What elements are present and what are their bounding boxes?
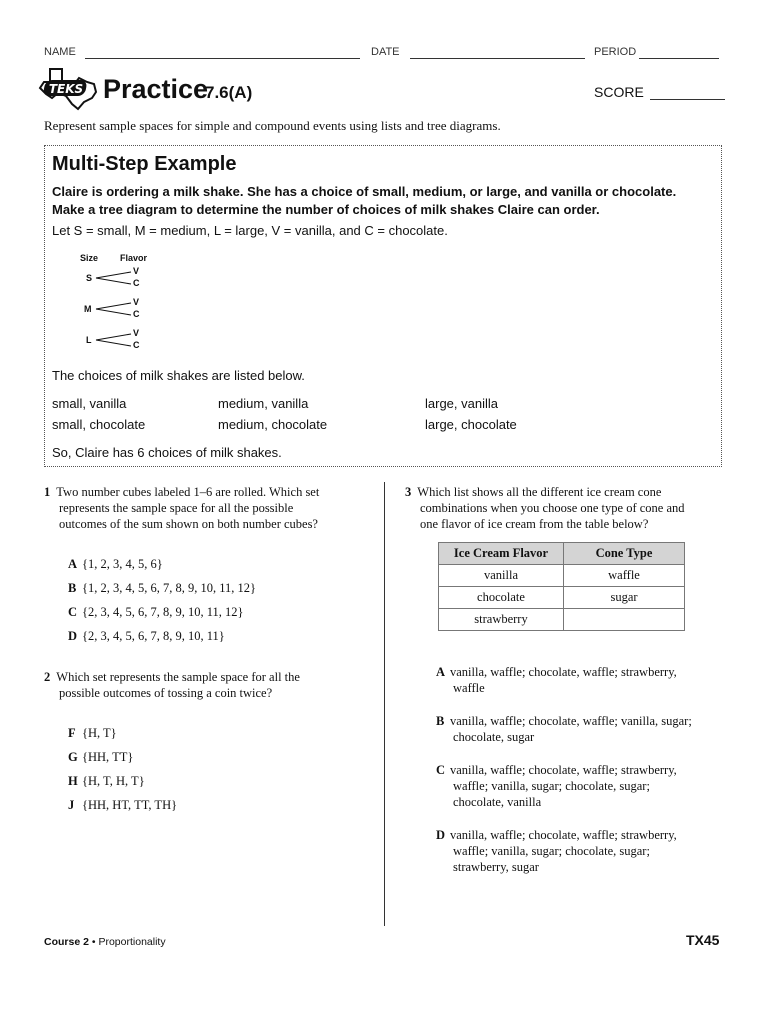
- score-label: SCORE: [594, 84, 644, 100]
- option-letter: D: [68, 629, 78, 643]
- table-cell: vanilla: [439, 565, 564, 587]
- tree-flavor-v: V: [133, 266, 140, 276]
- table-header: Ice Cream Flavor: [439, 543, 564, 565]
- table-cell: waffle: [564, 565, 685, 587]
- teks-logo-text: TEKS: [48, 82, 84, 96]
- option-text: vanilla, waffle; chocolate, waffle; strawberry,: [450, 665, 677, 679]
- table-row: [439, 587, 685, 609]
- answer-option[interactable]: [68, 773, 145, 789]
- tree-size-header: Size: [80, 253, 99, 263]
- example-heading: Multi-Step Example: [52, 153, 237, 175]
- subtitle: Represent sample spaces for simple and compound events using lists and tree diagrams.: [44, 118, 501, 133]
- table-cell: sugar: [564, 587, 685, 609]
- answer-option[interactable]: [68, 604, 244, 620]
- period-field[interactable]: [639, 58, 719, 59]
- answer-option[interactable]: [436, 762, 677, 810]
- option-text: {HH, HT, TT, TH}: [82, 798, 178, 812]
- option-text: {H, T}: [82, 726, 117, 740]
- question-2: [44, 669, 374, 701]
- option-text: waffle; vanilla, sugar; chocolate, sugar;: [453, 844, 650, 858]
- option-letter: D: [436, 828, 446, 842]
- tree-flavor-c: C: [133, 278, 140, 288]
- option-text: vanilla, waffle; chocolate, waffle; vanilla, sugar;: [450, 714, 692, 728]
- answer-option[interactable]: [436, 664, 677, 696]
- example-let-line: Let S = small, M = medium, L = large, V = vanilla, and C = chocolate.: [52, 223, 448, 238]
- option-letter: C: [436, 763, 446, 777]
- question-text: Which set represents the sample space for all the: [56, 670, 300, 684]
- question-text: represents the sample space for all the possible: [59, 501, 294, 515]
- answer-option[interactable]: [436, 827, 677, 875]
- tree-flavor-c: C: [133, 340, 140, 350]
- table-row: [439, 609, 685, 631]
- option-letter: C: [68, 605, 78, 619]
- table-header: Cone Type: [564, 543, 685, 565]
- example-prompt-1: Claire is ordering a milk shake. She has a choice of small, medium, or large, and vanilla or chocolate.: [52, 184, 677, 199]
- period-label: PERIOD: [594, 46, 637, 58]
- choice-item: small, vanilla: [52, 396, 127, 411]
- listed-intro: The choices of milk shakes are listed below.: [52, 368, 305, 383]
- score-field[interactable]: [650, 99, 725, 100]
- tree-flavor-v: V: [133, 328, 140, 338]
- answer-option[interactable]: [68, 628, 225, 644]
- tree-flavor-c: C: [133, 309, 140, 319]
- choice-item: small, chocolate: [52, 417, 146, 432]
- option-letter: F: [68, 726, 76, 740]
- question-text: combinations when you choose one type of cone and: [420, 501, 685, 515]
- page-number: TX45: [686, 932, 720, 948]
- question-number: 1: [44, 485, 51, 499]
- option-text: vanilla, waffle; chocolate, waffle; strawberry,: [450, 828, 677, 842]
- answer-option[interactable]: [68, 749, 133, 765]
- option-letter: B: [436, 714, 445, 728]
- bullet: •: [91, 936, 96, 948]
- option-text: {1, 2, 3, 4, 5, 6, 7, 8, 9, 10, 11, 12}: [82, 581, 257, 595]
- option-text: {2, 3, 4, 5, 6, 7, 8, 9, 10, 11}: [82, 629, 225, 643]
- answer-option[interactable]: [436, 713, 692, 745]
- answer-option[interactable]: [68, 797, 177, 813]
- option-text: chocolate, sugar: [453, 730, 535, 744]
- question-number: 3: [405, 485, 412, 499]
- page-title: Practice: [103, 74, 209, 104]
- option-text: chocolate, vanilla: [453, 795, 542, 809]
- answer-option[interactable]: [68, 556, 163, 572]
- name-label: NAME: [44, 46, 76, 58]
- table-row: [439, 565, 685, 587]
- choice-item: large, chocolate: [425, 417, 517, 432]
- choice-item: medium, chocolate: [218, 417, 328, 432]
- question-number: 2: [44, 670, 51, 684]
- option-text: {HH, TT}: [82, 750, 134, 764]
- lesson-code: 7.6(A): [205, 83, 253, 102]
- name-field[interactable]: [85, 58, 360, 59]
- tree-flavor-v: V: [133, 297, 140, 307]
- option-letter: A: [436, 665, 446, 679]
- option-text: strawberry, sugar: [453, 860, 539, 874]
- option-letter: J: [68, 798, 75, 812]
- option-text: {H, T, H, T}: [82, 774, 145, 788]
- teks-logo-icon: [32, 66, 102, 112]
- question-3: [405, 484, 735, 532]
- answer-option[interactable]: [68, 725, 117, 741]
- table-cell: strawberry: [439, 609, 564, 631]
- choice-item: medium, vanilla: [218, 396, 309, 411]
- option-letter: A: [68, 557, 78, 571]
- tree-size-m: M: [84, 304, 92, 314]
- example-prompt-2: Make a tree diagram to determine the number of choices of milk shakes Claire can order.: [52, 202, 600, 217]
- option-letter: H: [68, 774, 78, 788]
- table-cell: chocolate: [439, 587, 564, 609]
- column-divider: [384, 482, 385, 926]
- example-conclusion: So, Claire has 6 choices of milk shakes.: [52, 445, 282, 460]
- question-text: possible outcomes of tossing a coin twice?: [59, 686, 273, 700]
- tree-flavor-header: Flavor: [120, 253, 148, 263]
- option-text: {1, 2, 3, 4, 5, 6}: [82, 557, 163, 571]
- choice-item: large, vanilla: [425, 396, 498, 411]
- question-1: [44, 484, 374, 532]
- question-text: one flavor of ice cream from the table below?: [420, 517, 649, 531]
- option-letter: G: [68, 750, 78, 764]
- answer-option[interactable]: [68, 580, 256, 596]
- option-text: waffle: [453, 681, 485, 695]
- ice-cream-table: [438, 542, 685, 631]
- option-letter: B: [68, 581, 77, 595]
- course-name: Course 2: [44, 936, 89, 948]
- tree-size-l: L: [86, 335, 92, 345]
- course-topic: Proportionality: [98, 936, 166, 948]
- tree-size-s: S: [86, 273, 93, 283]
- question-text: outcomes of the sum shown on both number cubes?: [59, 517, 318, 531]
- question-text: Two number cubes labeled 1–6 are rolled. Which set: [56, 485, 320, 499]
- date-label: DATE: [371, 46, 400, 58]
- option-text: {2, 3, 4, 5, 6, 7, 8, 9, 10, 11, 12}: [82, 605, 244, 619]
- table-cell: [564, 609, 685, 631]
- question-text: Which list shows all the different ice cream cone: [417, 485, 662, 499]
- footer-course: [44, 936, 166, 948]
- option-text: waffle; vanilla, sugar; chocolate, sugar;: [453, 779, 650, 793]
- date-field[interactable]: [410, 58, 585, 59]
- option-text: vanilla, waffle; chocolate, waffle; strawberry,: [450, 763, 677, 777]
